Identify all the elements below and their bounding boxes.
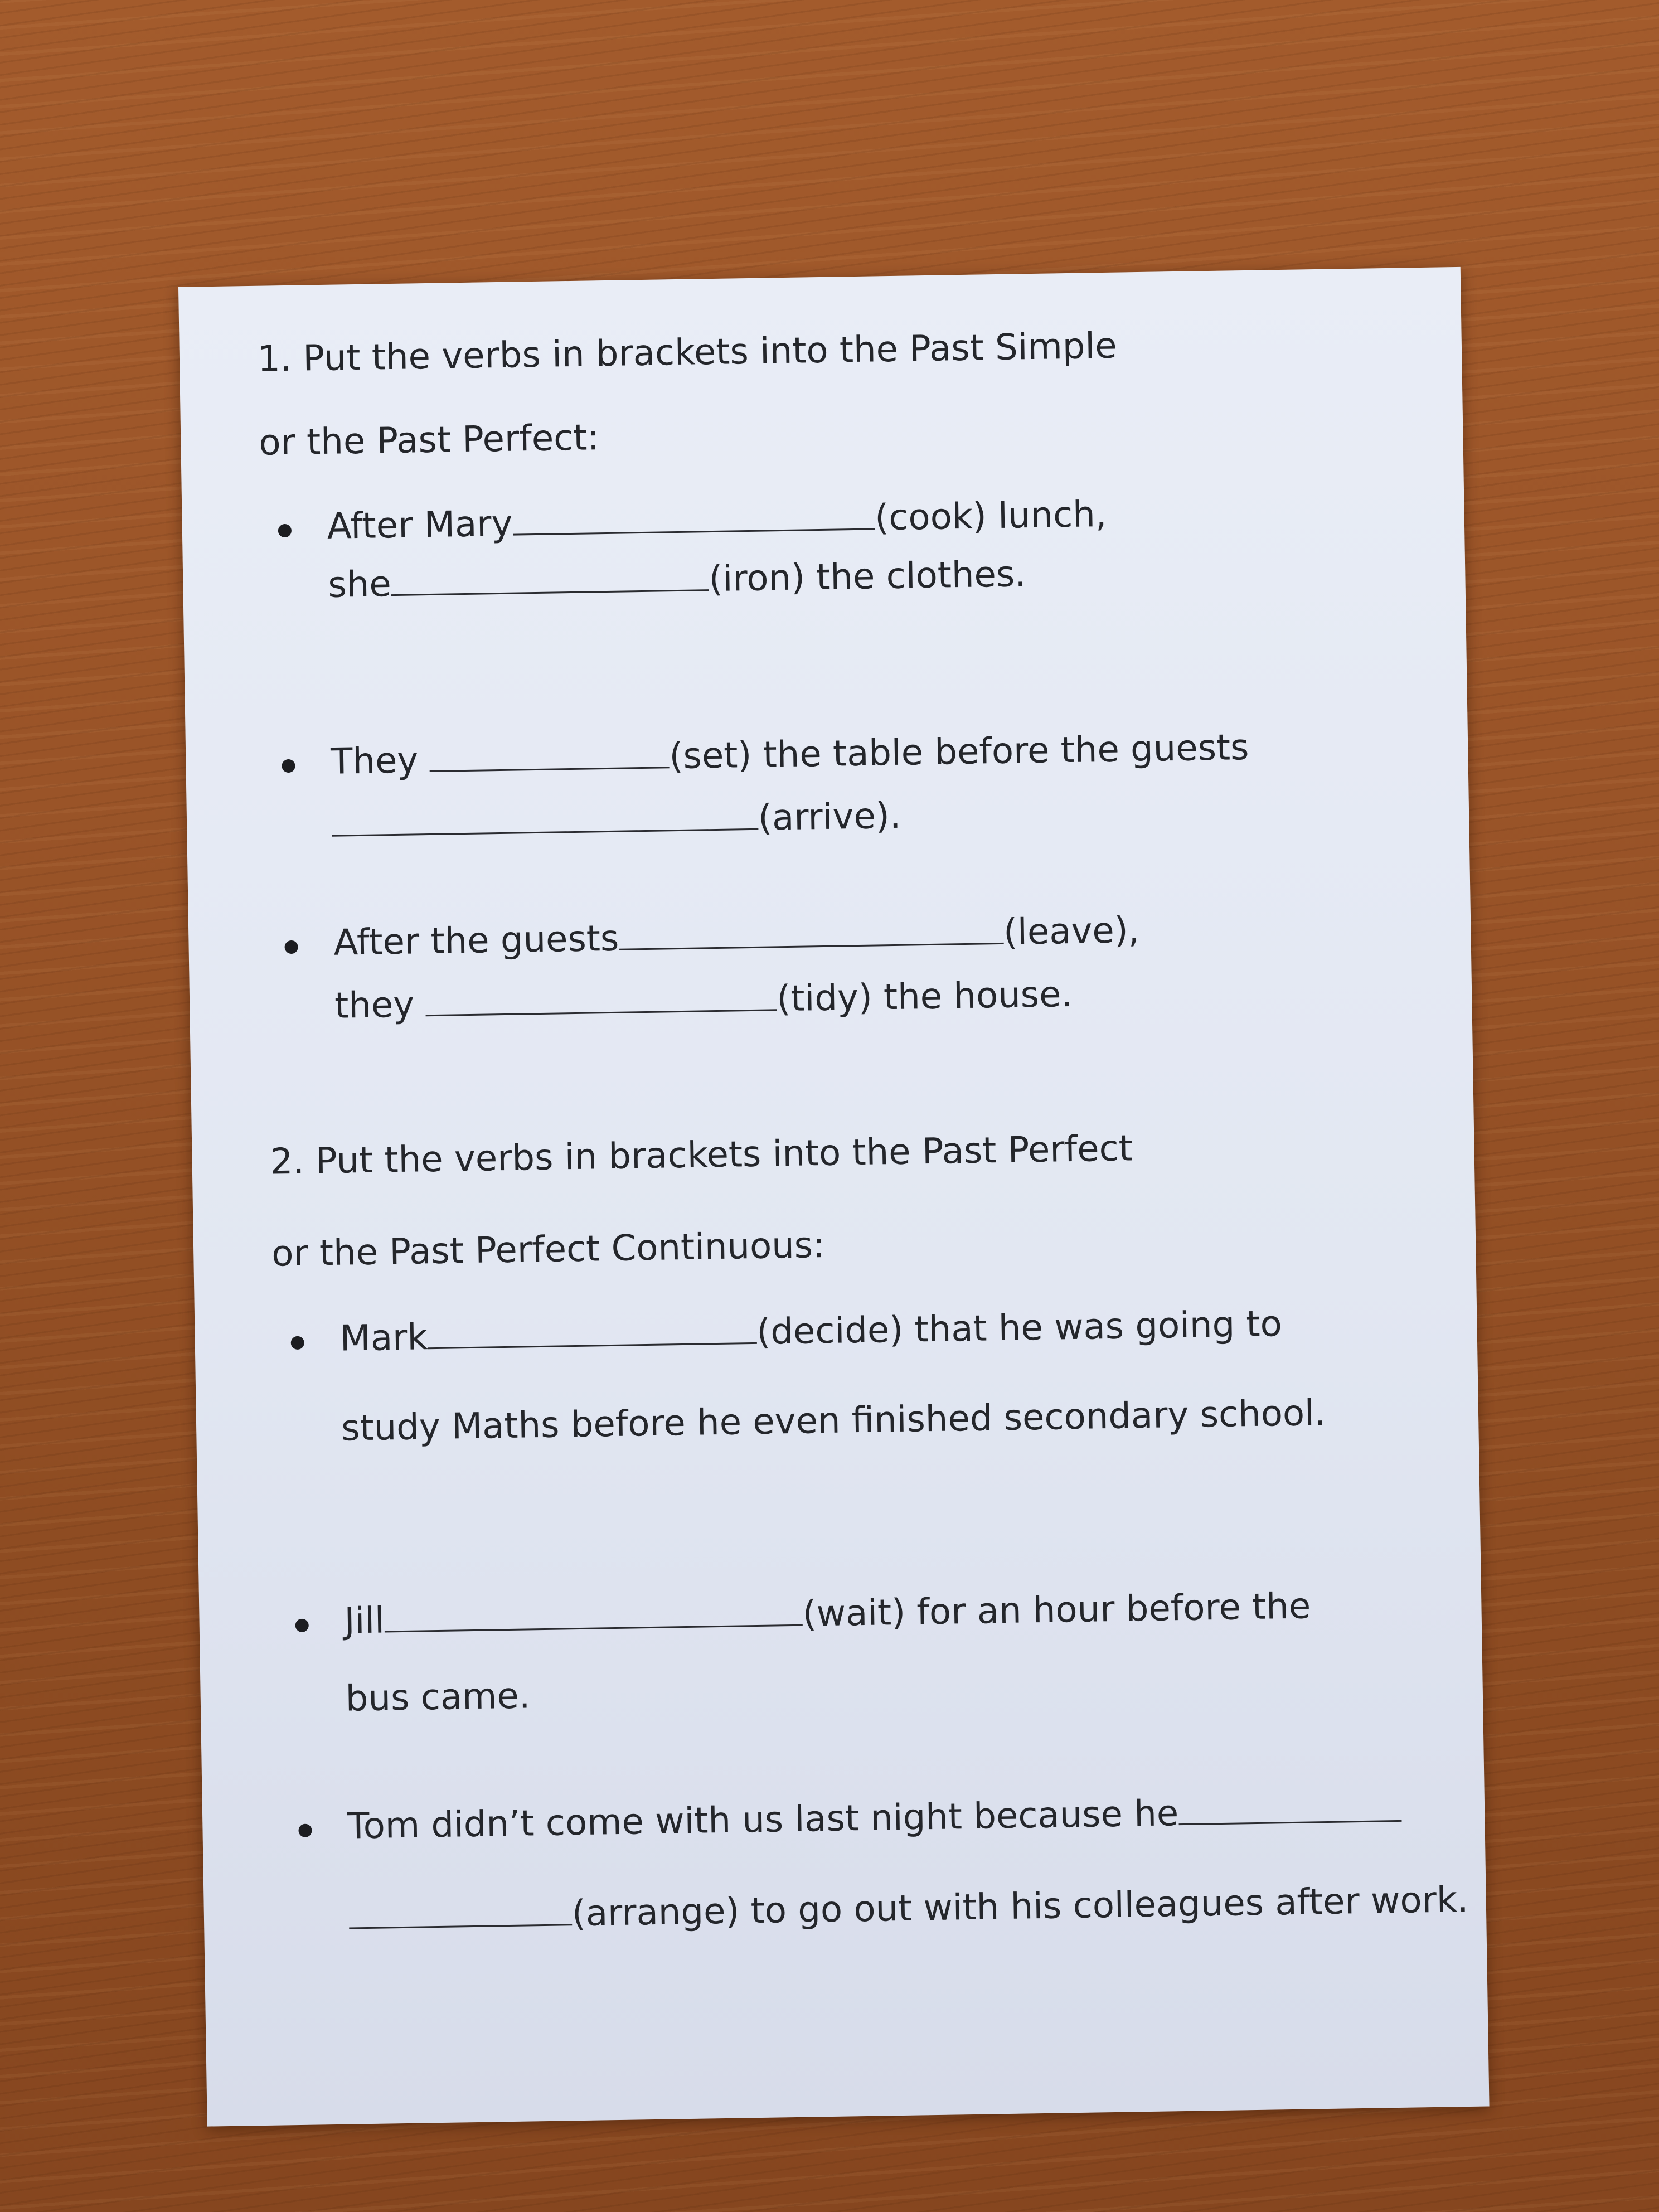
section2-heading-line1: 2. Put the verbs in brackets into the Past Perfect (270, 1128, 1133, 1183)
s1-item1-text-a: After Mary (327, 503, 513, 547)
s2-item2-line2: bus came. (345, 1675, 531, 1720)
s1-item3-text-c: they (334, 984, 426, 1027)
bullet (295, 1619, 309, 1632)
s1-item2-line2 (332, 797, 901, 843)
s2-item1-text-a: Mark (339, 1317, 429, 1360)
s1-item1-text-d: (iron) the clothes. (709, 554, 1027, 600)
answer-blank[interactable] (619, 914, 1004, 950)
answer-blank[interactable] (512, 499, 875, 535)
answer-blank[interactable] (348, 1895, 572, 1929)
answer-blank[interactable] (429, 738, 670, 772)
bullet (284, 940, 298, 954)
s1-item2-text-c: (arrive). (758, 795, 901, 839)
s2-item3-line2 (348, 1881, 1468, 1936)
section2-heading-line2: or the Past Perfect Continuous: (271, 1225, 826, 1275)
bullet (291, 1336, 304, 1350)
bullet (298, 1824, 312, 1837)
s2-item3-text-a: Tom didn’t come with us last night because he (347, 1793, 1179, 1847)
s1-item3-text-d: (tidy) the house. (776, 973, 1073, 1020)
s1-item2-text-b: (set) the table before the guests (669, 726, 1249, 778)
answer-blank[interactable] (1178, 1791, 1402, 1825)
answer-blank[interactable] (332, 799, 759, 837)
s1-item3-line2 (334, 973, 1073, 1027)
worksheet-page (178, 267, 1490, 2127)
s1-item1-text-b: (cook) lunch, (874, 493, 1107, 539)
s1-item1-line2 (327, 554, 1027, 606)
s1-item2-line1 (330, 726, 1249, 783)
s1-item1-line1 (327, 493, 1107, 547)
section1-heading-line2: or the Past Perfect: (258, 417, 600, 464)
answer-blank[interactable] (428, 1313, 757, 1349)
answer-blank[interactable] (384, 1595, 803, 1633)
s2-item2-text-a: Jill (344, 1600, 385, 1642)
s1-item3-text-a: After the guests (333, 918, 619, 964)
s2-item2-text-b: (wait) for an hour before the (802, 1585, 1311, 1635)
s2-item1-line2: study Maths before he even finished secondary school. (341, 1392, 1326, 1449)
s2-item1-text-b: (decide) that he was going to (756, 1303, 1283, 1353)
s2-item2-line1 (344, 1585, 1311, 1642)
s2-item3-text-b: (arrange) to go out with his colleagues after work. (571, 1879, 1469, 1935)
bullet (278, 524, 292, 537)
s2-item1-line1 (339, 1303, 1283, 1360)
s2-item3-line1 (347, 1791, 1402, 1845)
bullet (282, 759, 295, 773)
s1-item1-text-c: she (327, 564, 392, 606)
answer-blank[interactable] (391, 560, 709, 596)
section1-heading-line1: 1. Put the verbs in brackets into the Past Simple (257, 325, 1118, 380)
s1-item3-text-b: (leave), (1003, 910, 1140, 953)
s1-item3-line1 (333, 910, 1140, 964)
s1-item2-text-a: They (330, 740, 430, 783)
answer-blank[interactable] (425, 980, 777, 1016)
